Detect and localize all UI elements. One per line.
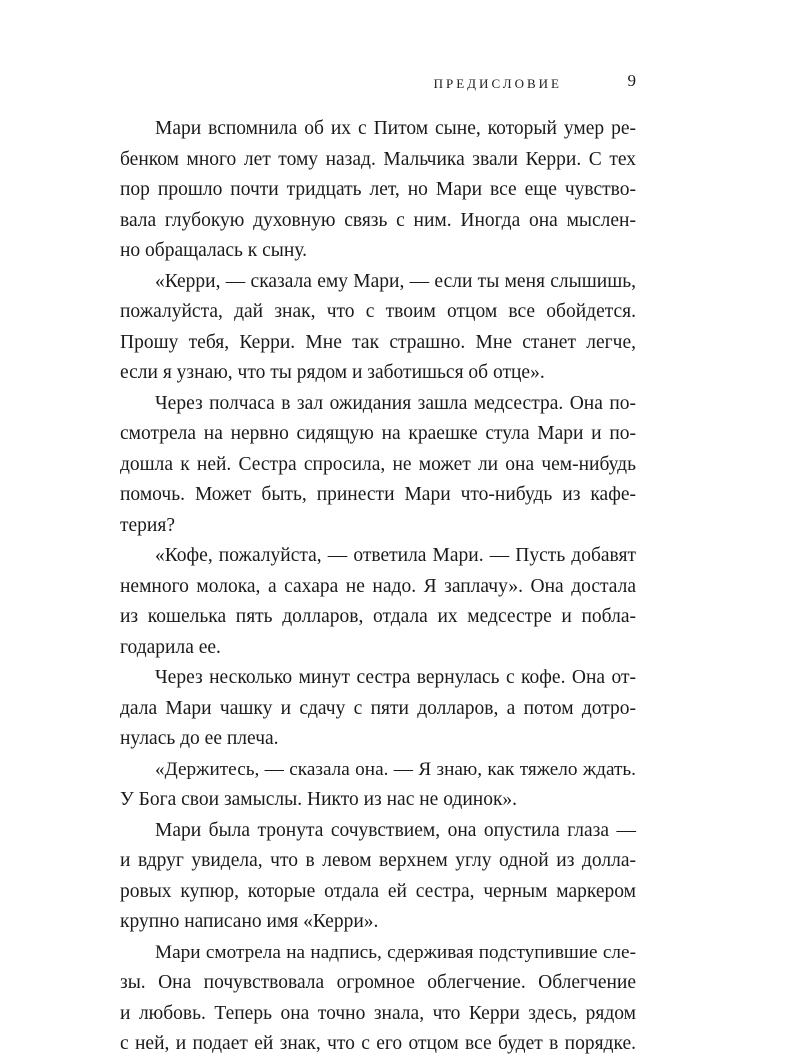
text-line: немного молока, а сахара не надо. Я заплачу». Она достала [120, 575, 636, 597]
text-line: зы. Она почувствовала огромное облегчение. Облегчение [120, 972, 636, 993]
running-head [120, 71, 636, 94]
text-line: ровых купюр, которые отдала ей сестра, черным маркером [120, 880, 636, 902]
text-line: помочь. Может быть, принести Мари что-нибудь из кафе- [120, 484, 636, 505]
text-line: «Кофе, пожалуйста, — ответила Мари. — Пусть добавят [155, 545, 636, 566]
running-title: ПРЕДИСЛОВИЕ [433, 76, 562, 91]
text-line: крупно написано имя «Керри». [120, 911, 379, 932]
text-line: «Держитесь, — сказала она. — Я знаю, как тяжело ждать. [155, 758, 636, 780]
text-line: Через полчаса в зал ожидания зашла медсестра. Она по- [155, 392, 636, 414]
text-line: «Керри, — сказала ему Мари, — если ты меня слышишь, [155, 270, 636, 292]
text-line: пор прошло почти тридцать лет, но Мари все еще чувство- [120, 179, 636, 200]
text-line: пожалуйста, дай знак, что с твоим отцом все обойдется. [120, 301, 636, 322]
text-line: Мари была тронута сочувствием, она опустила глаза — [155, 819, 636, 841]
text-line: и вдруг увидела, что в левом верхнем углу одной из долла- [120, 850, 636, 871]
text-line: Мари смотрела на надпись, сдерживая подступившие сле- [155, 941, 636, 963]
body-text [120, 114, 636, 1060]
text-line: с ней, и подает ей знак, что с его отцом все будет в порядке. [120, 1033, 636, 1054]
text-line: если я узнаю, что ты рядом и заботишься об отце». [120, 362, 545, 383]
text-line: дошла к ней. Сестра спросила, не может ли она чем-нибудь [120, 453, 636, 475]
text-line: смотрела на нервно сидящую на краешке стула Мари и по- [120, 423, 636, 444]
page-number: 9 [627, 71, 636, 90]
text-line: бенком много лет тому назад. Мальчика звали Керри. С тех [120, 148, 636, 170]
text-line: дала Мари чашку и сдачу с пяти долларов, а потом дотро- [120, 697, 636, 719]
text-line: но обращалась к сыну. [120, 240, 308, 261]
text-line: Через несколько минут сестра вернулась с кофе. Она от- [155, 667, 636, 688]
text-line: Прошу тебя, Керри. Мне так страшно. Мне станет легче, [120, 331, 636, 353]
text-line: У Бога свои замыслы. Никто из нас не одинок». [120, 789, 518, 810]
text-line: из кошелька пять долларов, отдала их медсестре и побла- [120, 606, 636, 627]
text-line: Мари вспомнила об их с Питом сыне, который умер ре- [155, 118, 636, 139]
text-line: годарила ее. [120, 636, 221, 658]
text-line: терия? [120, 514, 175, 536]
text-line: и любовь. Теперь она точно знала, что Керри здесь, рядом [120, 1002, 636, 1024]
text-line: нулась до ее плеча. [120, 728, 279, 749]
text-line: вала глубокую духовную связь с ним. Иногда она мыслен- [120, 209, 636, 231]
